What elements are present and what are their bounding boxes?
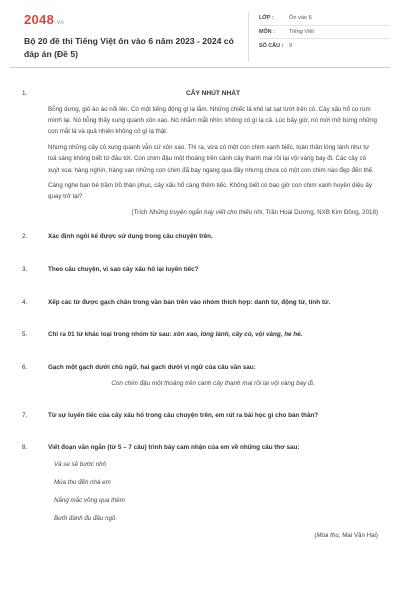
question-5 (22, 329, 378, 341)
story-paragraph-3: Càng nghe bạn bè trầm trồ thán phục, cây xấu hổ càng thêm tiếc. Không biết có bao giờ con chim xanh huyền diệu ấy quay trở lại? (48, 182, 372, 201)
question-list (10, 88, 390, 542)
meta-value: Ôn vào 6 (289, 15, 312, 22)
meta-label: SỐ CÂU : (259, 42, 284, 49)
poem-citation (48, 530, 378, 542)
story-paragraph-1: Bỗng dưng, gió ào ào nổi lên. Có một tiếng động gì lạ lắm. Những chiếc lá khô lạt sạt lướt trên cỏ. Cây xấu hổ co rúm mình lại. Nó bỗng thấy xung quanh xôn xao. Nó nhắm mắt nhìn: không có gì lạ cả. Lúc bấy giờ, nó mới mở bừng những con mắt lá và quả nhiên không có gì lạ thật. (48, 105, 377, 136)
meta-label: MÔN : (259, 28, 275, 35)
question-4 (22, 297, 378, 309)
story-paragraph-2: Nhưng những cây cỏ xung quanh vẫn cứ xôn xao. Thì ra, vừa có một con chim xanh biếc, toàn thân lóng lánh như tự toả sáng không biết từ đâu tới. Con chim đậu một thoáng trên cành cây thanh mai rồi lại vội vàng bay đi. Các cây cỏ xuýt xoa: hàng nghìn, hàng vạn những con chim đã bay ngang qua đây nhưng chưa có một con chim nào đẹp đến thế. (48, 143, 374, 174)
question-1 (22, 88, 378, 218)
question-number: 2. (22, 233, 28, 241)
question-number: 8. (22, 443, 28, 451)
question-word-group: xôn xao, lóng lánh, cây cỏ, vội vàng, he hé. (173, 331, 303, 339)
question-text: Theo câu chuyện, vì sao cây xấu hổ lại luyến tiếc? (48, 266, 199, 274)
meta-value: 9 (289, 42, 293, 49)
logo-suffix: .vn (55, 20, 65, 26)
meta-table (248, 12, 390, 61)
question-3 (22, 264, 378, 276)
question-6 (22, 362, 378, 390)
question-text: Viết đoạn văn ngắn (từ 5 – 7 câu) trình bày cảm nhận của em về những câu thơ sau: (48, 443, 300, 451)
question-number: 1. (22, 90, 28, 97)
citation-book: Những truyện ngắn hay viết cho thiếu nhi (149, 208, 263, 216)
question-text: Xếp các từ được gạch chân trong văn bản trên vào nhóm thích hợp: danh từ, động từ, tính từ. (48, 298, 331, 306)
poem (48, 459, 378, 524)
question-number: 6. (22, 363, 28, 371)
meta-value: Tiếng Việt (289, 28, 314, 35)
citation-title: Mùa thu (316, 532, 339, 540)
citation-rest: , Mai Văn Hai) (338, 532, 378, 540)
logo-text: 2048 (24, 12, 55, 27)
meta-row-so-cau (259, 39, 390, 53)
question-number: 4. (22, 298, 28, 306)
citation-prefix: (Trích (131, 208, 150, 216)
story-citation (48, 207, 378, 219)
question-text: Từ sự luyến tiếc của cây xấu hổ trong câu chuyện trên, em rút ra bài học gì cho bản thân? (48, 412, 319, 419)
question-number: 3. (22, 266, 28, 274)
header-left (10, 12, 248, 61)
poem-line: Và se sẽ bước nhỏ (54, 461, 107, 469)
document-header (10, 12, 390, 68)
document-title: Bộ 20 đề thi Tiếng Việt ôn vào 6 năm 2023 - 2024 có đáp án (Đề 5) (24, 36, 234, 59)
poem-line: Mùa thu đến nhà em (54, 478, 111, 486)
meta-row-mon (259, 26, 390, 40)
poem-line: Bưởi đánh đu đầu ngõ. (54, 514, 118, 522)
citation-rest: , Trần Hoài Dương, NXB Kim Đồng, 2018) (262, 208, 378, 216)
question-text: Xác định ngôi kể được sử dụng trong câu chuyện trên. (48, 233, 213, 241)
story-title: CÂY NHÚT NHÁT (185, 90, 241, 97)
question-body (48, 88, 378, 218)
site-logo[interactable] (24, 12, 248, 27)
question-number: 5. (22, 331, 28, 339)
question-text-plain: Chỉ ra 01 từ khác loại trong nhóm từ sau: (48, 331, 174, 339)
meta-row-lop (259, 12, 390, 26)
question-2 (22, 231, 378, 243)
question-number: 7. (22, 412, 28, 419)
question-8 (22, 442, 378, 542)
poem-line: Nắng mắc võng qua thềm (54, 496, 125, 504)
example-sentence: Con chim đậu một thoáng trên cành cây thanh mai rồi lại vội vàng bay đi. (111, 380, 315, 388)
question-text (48, 329, 378, 341)
question-7 (22, 410, 378, 422)
question-text: Gạch một gạch dưới chủ ngữ, hai gạch dưới vị ngữ của câu văn sau: (48, 363, 256, 371)
meta-label: LỚP : (259, 15, 274, 22)
citation-prefix: ( (314, 532, 317, 540)
